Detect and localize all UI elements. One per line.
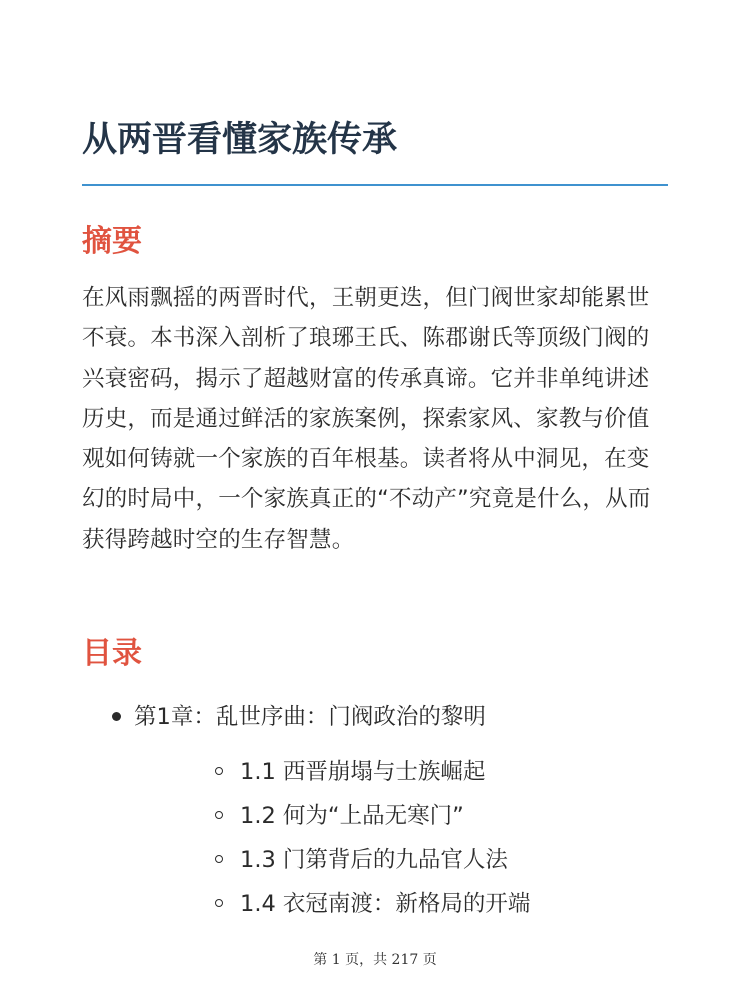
toc-heading: 目录 — [82, 636, 142, 671]
section-title: 1.4 衣冠南渡：新格局的开端 — [240, 891, 531, 917]
bullet-circle-icon — [215, 767, 223, 775]
chapter-title: 第1章：乱世序曲：门阀政治的黎明 — [134, 704, 486, 730]
bullet-circle-icon — [215, 899, 223, 907]
section-title: 1.1 西晋崩塌与士族崛起 — [240, 759, 486, 785]
table-of-contents — [82, 695, 668, 926]
title-divider — [82, 184, 668, 186]
bullet-circle-icon — [215, 855, 223, 863]
document-title: 从两晋看懂家族传承 — [82, 120, 398, 160]
bullet-disc-icon — [112, 712, 121, 721]
toc-section-1-2 — [134, 794, 668, 838]
abstract-paragraph: 在风雨飘摇的两晋时代，王朝更迭，但门阀世家却能累世不衰。本书深入剖析了琅琊王氏、陈郡谢氏等顶级门阀的兴衰密码，揭示了超越财富的传承真谛。它并非单纯讲述历史，而是通过鲜活的家族案例，探索家风、家教与价值观如何铸就一个家族的百年根基。读者将从中洞见，在变幻的时局中，一个家族真正的“不动产”究竟是什么，从而获得跨越时空的生存智慧。 — [82, 285, 651, 553]
section-title: 1.2 何为“上品无寒门” — [240, 803, 464, 829]
abstract-heading: 摘要 — [82, 224, 142, 259]
chapter-1-sections — [134, 750, 668, 926]
bullet-circle-icon — [215, 811, 223, 819]
toc-section-1-4 — [134, 882, 668, 926]
section-title: 1.3 门第背后的九品官人法 — [240, 847, 508, 873]
toc-section-1-3 — [134, 838, 668, 882]
page-footer: 第 1 页，共 217 页 — [313, 952, 437, 968]
toc-section-1-1 — [134, 750, 668, 794]
toc-chapter-1 — [82, 695, 668, 926]
